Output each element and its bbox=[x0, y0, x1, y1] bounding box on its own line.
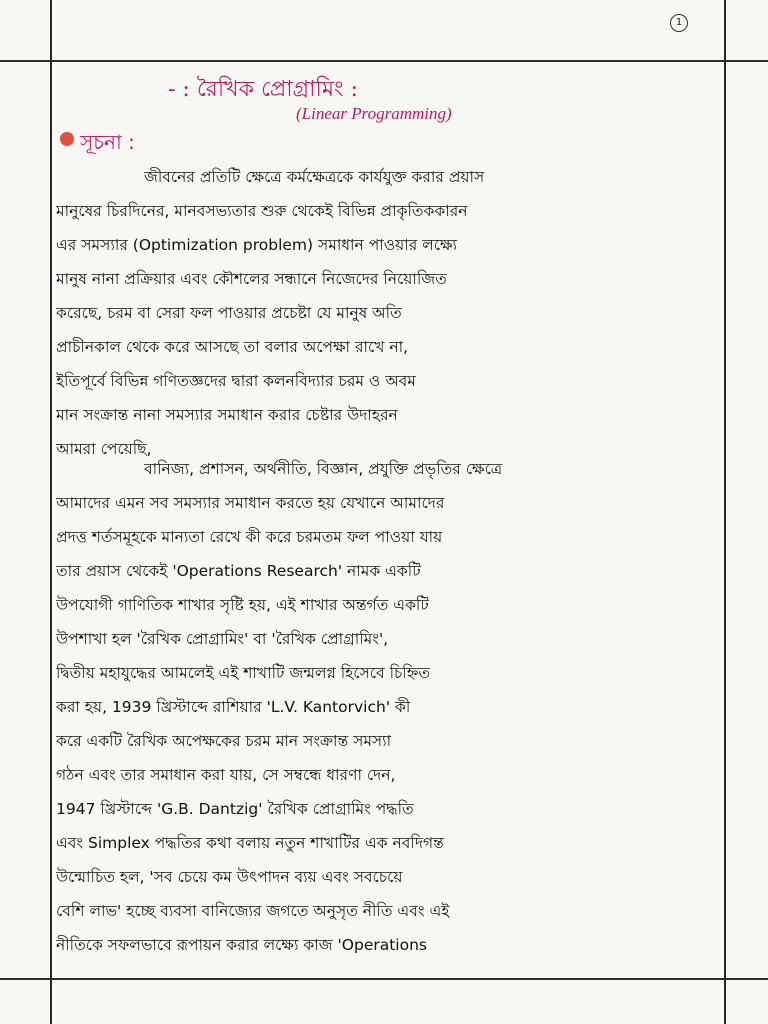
text-line: উপশাখা হল 'রৈখিক প্রোগ্রামিং' বা 'রৈখিক প্রোগ্রামিং', bbox=[56, 630, 389, 648]
text-line: করেছে, চরম বা সেরা ফল পাওয়ার প্রচেষ্টা যে মানুষ অতি bbox=[56, 304, 402, 322]
page-subtitle: (Linear Programming) bbox=[296, 104, 452, 123]
text-line: মান সংক্রান্ত নানা সমস্যার সমাধান করার চেষ্টার উদাহরন bbox=[56, 406, 398, 424]
text-line: তার প্রয়াস থেকেই 'Operations Research' নামক একটি bbox=[56, 562, 421, 580]
text-line: গঠন এবং তার সমাধান করা যায়, সে সম্বন্ধে ধারণা দেন, bbox=[56, 766, 396, 784]
text-line: 1947 খ্রিস্টাব্দে 'G.B. Dantzig' রৈখিক প্রোগ্রামিং পদ্ধতি bbox=[56, 800, 414, 818]
bottom-margin-rule bbox=[0, 978, 768, 980]
top-margin-rule bbox=[0, 60, 768, 62]
section-heading: সূচনা : bbox=[80, 130, 135, 154]
text-line: উপযোগী গাণিতিক শাখার সৃষ্টি হয়, এই শাখার অন্তর্গত একটি bbox=[56, 596, 429, 614]
text-line: বেশি লাভ' হচ্ছে ব্যবসা বানিজ্যের জগতে অনুসৃত নীতি এবং এই bbox=[56, 902, 450, 920]
text-line: মানুষের চিরদিনের, মানবসভ্যতার শুরু থেকেই বিভিন্ন প্রাকৃতিককারন bbox=[56, 202, 468, 220]
paragraph-2 bbox=[56, 452, 726, 962]
text-line: এবং Simplex পদ্ধতির কথা বলায় নতুন শাখাটির এক নবদিগন্ত bbox=[56, 834, 444, 852]
text-line: উন্মোচিত হল, 'সব চেয়ে কম উৎপাদন ব্যয় এবং সবচেয়ে bbox=[56, 868, 403, 886]
text-line: দ্বিতীয় মহাযুদ্ধের আমলেই এই শাখাটি জন্মলগ্ন হিসেবে চিহ্নিত bbox=[56, 664, 430, 682]
text-line: আমাদের এমন সব সমস্যার সমাধান করতে হয় যেখানে আমাদের bbox=[56, 494, 445, 512]
text-line: জীবনের প্রতিটি ক্ষেত্রে কর্মক্ষেত্রকে কার্যযুক্ত করার প্রয়াস bbox=[144, 168, 485, 186]
left-margin-rule bbox=[50, 0, 52, 1024]
text-line: বানিজ্য, প্রশাসন, অর্থনীতি, বিজ্ঞান, প্রযুক্তি প্রভৃতির ক্ষেত্রে bbox=[144, 460, 503, 478]
text-line: আমরা পেয়েছি, bbox=[56, 440, 152, 458]
text-line: করে একটি রৈখিক অপেক্ষকের চরম মান সংক্রান্ত সমস্যা bbox=[56, 732, 392, 750]
text-line: নীতিকে সফলভাবে রূপায়ন করার লক্ষ্যে কাজ 'Operations bbox=[56, 936, 427, 954]
text-line: করা হয়, 1939 খ্রিস্টাব্দে রাশিয়ার 'L.V. Kantorvich' কী bbox=[56, 698, 411, 716]
page-number: 1 bbox=[670, 14, 688, 32]
text-line: প্রাচীনকাল থেকে করে আসছে তা বলার অপেক্ষা রাখে না, bbox=[56, 338, 409, 356]
paragraph-1 bbox=[56, 160, 726, 466]
text-line: এর সমস্যার (Optimization problem) সমাধান পাওয়ার লক্ষ্যে bbox=[56, 236, 458, 254]
text-line: প্রদত্ত শর্তসমূহকে মান্যতা রেখে কী করে চরমতম ফল পাওয়া যায় bbox=[56, 528, 443, 546]
page-title: - : রৈখিক প্রোগ্রামিং : bbox=[168, 77, 358, 102]
text-line: মানুষ নানা প্রক্রিয়ার এবং কৌশলের সন্ধানে নিজেদের নিয়োজিত bbox=[56, 270, 447, 288]
text-line: ইতিপূর্বে বিভিন্ন গণিতজ্ঞদের দ্বারা কলনবিদ্যার চরম ও অবম bbox=[56, 372, 416, 390]
bullet-dot-icon bbox=[60, 132, 74, 146]
